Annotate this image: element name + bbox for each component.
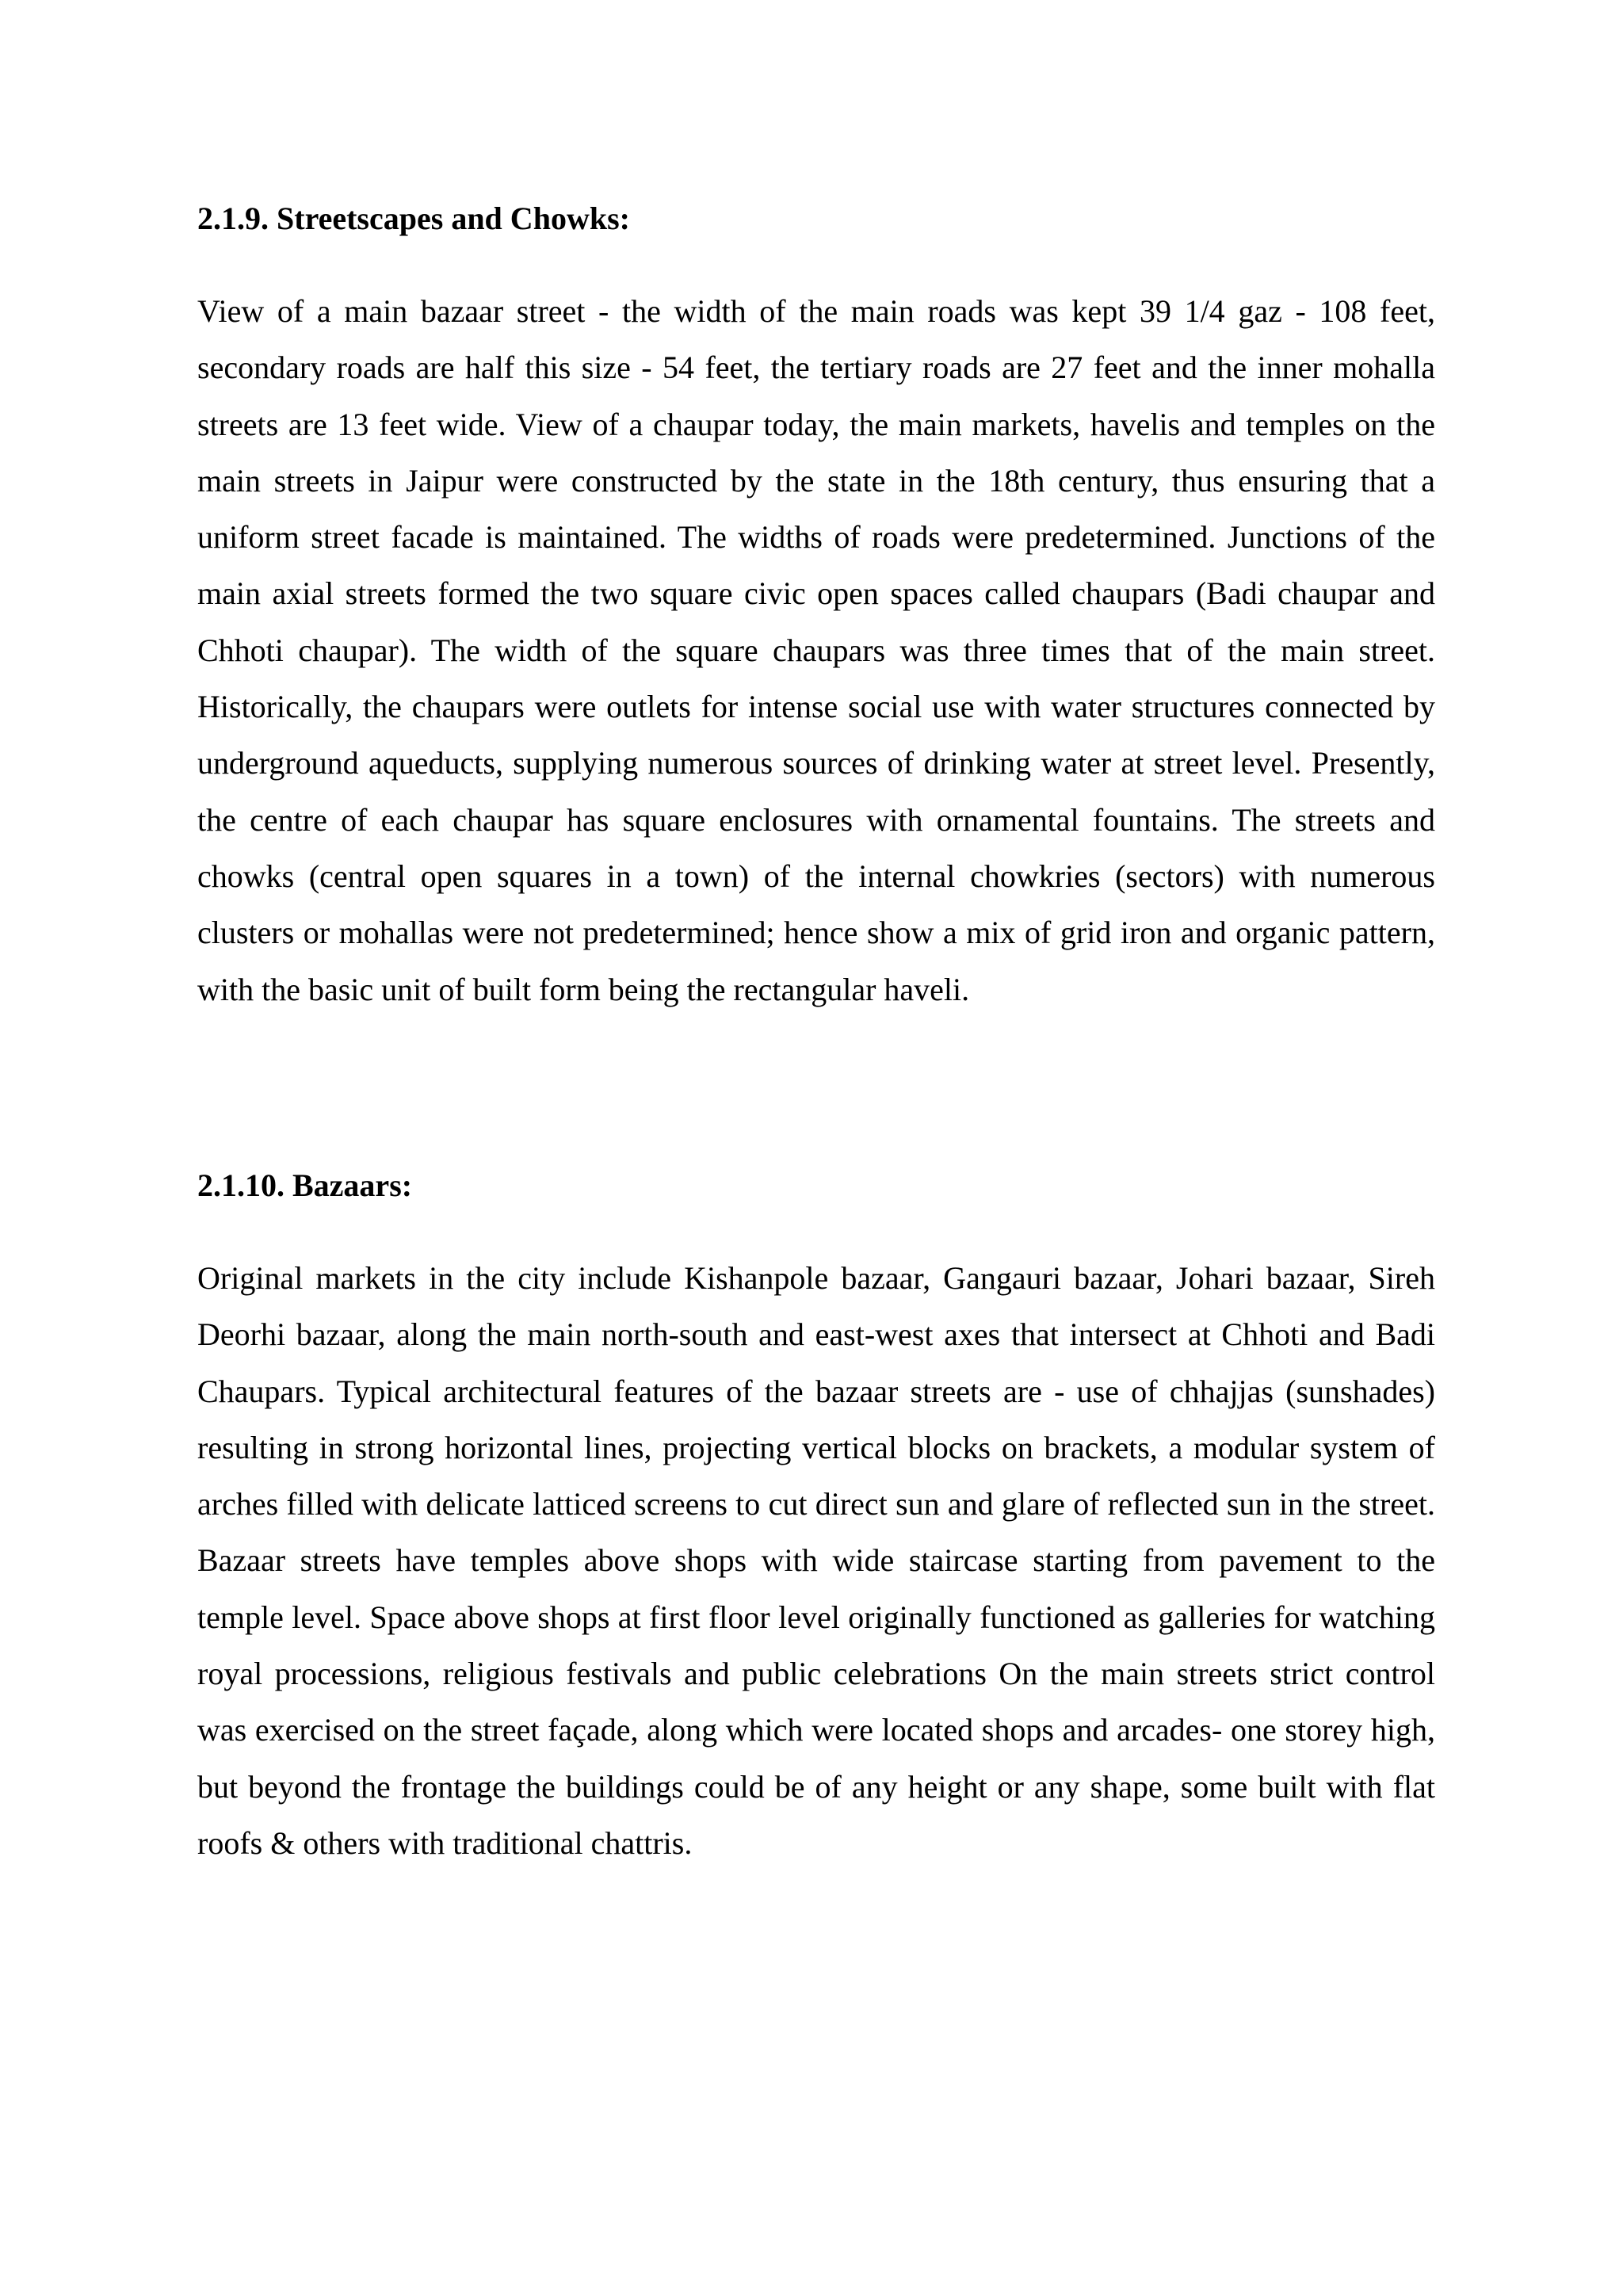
section-heading: 2.1.9. Streetscapes and Chowks:: [197, 201, 630, 236]
section-bazaars: [197, 1162, 1435, 1871]
section-heading: 2.1.10. Bazaars:: [197, 1167, 413, 1203]
section-paragraph: Original markets in the city include Kishanpole bazaar, Gangauri bazaar, Johari bazaar, Sireh Deorhi bazaar, along the main north-south and east-west axes that intersect at Chhoti and Badi Chaupars. Typical architectural features of the bazaar streets are - use of chhajjas (sunshades) resulting in strong horizontal lines, projecting vertical blocks on brackets, a modular system of arches filled with delicate latticed screens to cut direct sun and glare of reflected sun in the street. Bazaar streets have temples above shops with wide staircase starting from pavement to the temple level. Space above shops at first floor level originally functioned as galleries for watching royal processions, religious festivals and public celebrations On the main streets strict control was exercised on the street façade, along which were located shops and arcades- one storey high, but beyond the frontage the buildings could be of any height or any shape, some built with flat roofs & others with traditional chattris.: [197, 1260, 1435, 1861]
section-paragraph: View of a main bazaar street - the width of the main roads was kept 39 1/4 gaz - 108 feet, secondary roads are half this size - 54 feet, the tertiary roads are 27 feet and the inner mohalla streets are 13 feet wide. View of a chaupar today, the main markets, havelis and temples on the main streets in Jaipur were constructed by the state in the 18th century, thus ensuring that a uniform street facade is maintained. The widths of roads were predetermined. Junctions of the main axial streets formed the two square civic open spaces called chaupars (Badi chaupar and Chhoti chaupar). The width of the square chaupars was three times that of the main street. Historically, the chaupars were outlets for intense social use with water structures connected by underground aqueducts, supplying numerous sources of drinking water at street level. Presently, the centre of each chaupar has square enclosures with ornamental fountains. The streets and chowks (central open squares in a town) of the internal chowkries (sectors) with numerous clusters or mohallas were not predetermined; hence show a mix of grid iron and organic pattern, with the basic unit of built form being the rectangular haveli.: [197, 293, 1435, 1007]
section-streetscapes-and-chowks: [197, 195, 1435, 1018]
